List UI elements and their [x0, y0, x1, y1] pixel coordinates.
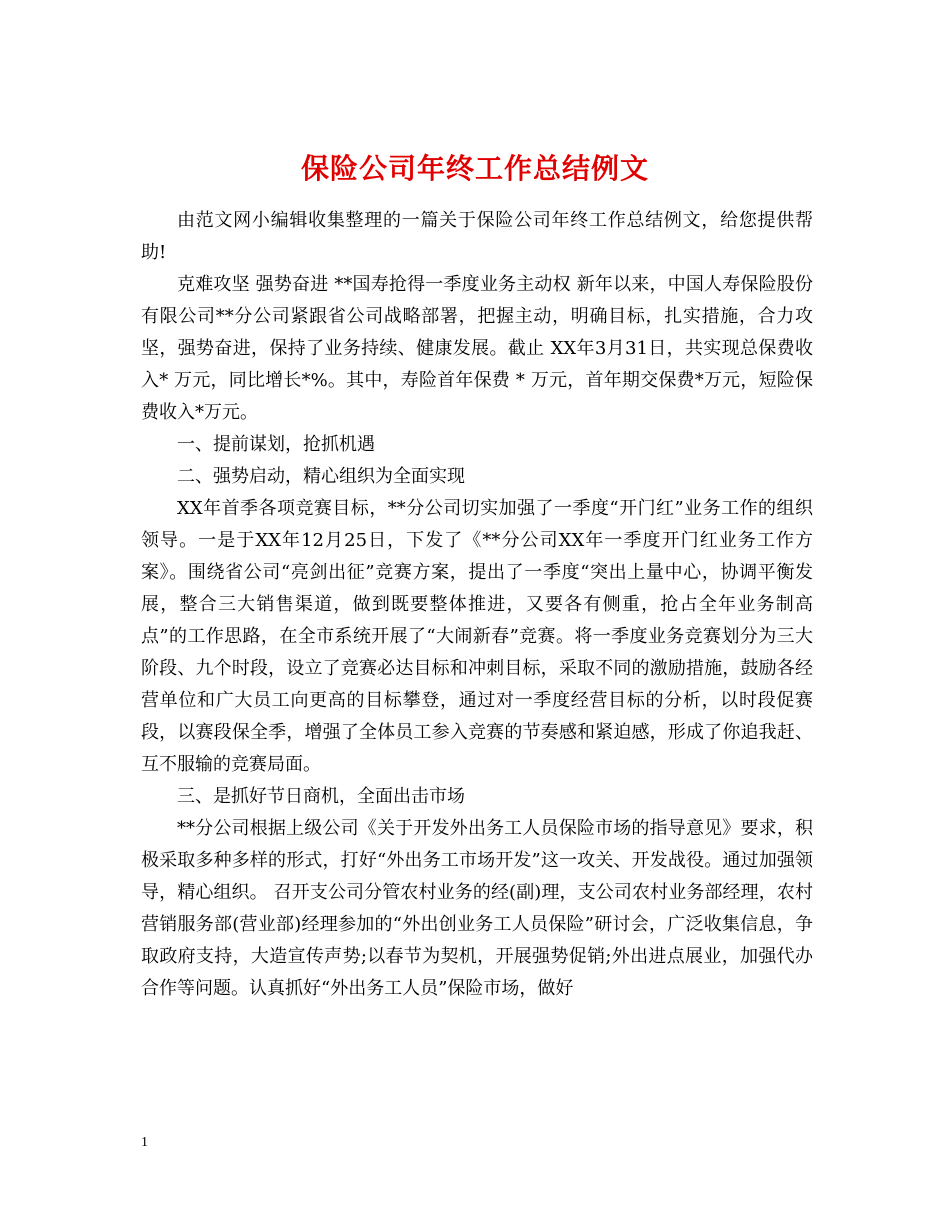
- paragraph-intro: 由范文网小编辑收集整理的一篇关于保险公司年终工作总结例文，给您提供帮助!: [141, 210, 813, 263]
- page-number: 1: [141, 1135, 148, 1150]
- paragraph-competition: XX年首季各项竞赛目标，**分公司切实加强了一季度“开门红”业务工作的组织领导。一是于XX年12月25日，下发了《**分公司XX年一季度开门红业务工作方案》。围绕省公司“亮剑出征”竞赛方案，提出了一季度“突出上量中心，协调平衡发展，整合三大销售渠道，做到既要整体推进，又要各有侧重，抢占全年业务制高点”的工作思路，在全市系统开展了“大闹新春”竞赛。将一季度业务竞赛划分为三大阶段、九个时段，设立了竞赛必达目标和冲刺目标，采取不同的激励措施，鼓励各经营单位和广大员工向更高的目标攀登，通过对一季度经营目标的分析，以时段促赛段，以赛段保全季，增强了全体员工参入竞赛的节奏感和紧迫感，形成了你追我赶、互不服输的竞赛局面。: [141, 498, 813, 775]
- document-body: [141, 205, 813, 1005]
- paragraph-market: **分公司根据上级公司《关于开发外出务工人员保险市场的指导意见》要求，积极采取多种多样的形式，打好“外出务工市场开发”这一攻关、开发战役。通过加强领导，精心组织。 召开支公司分管农村业务的经(副)理，支公司农村业务部经理，农村营销服务部(营业部)经理参加的“外出创业务工人员保险”研讨会，广泛收集信息，争取政府支持，大造宣传声势;以春节为契机，开展强势促销;外出进点展业，加强代办合作等问题。认真抓好“外出务工人员”保险市场，做好: [141, 818, 813, 999]
- section-heading-3: 三、是抓好节日商机，全面出击市场: [177, 786, 465, 807]
- section-heading-2: 二、强势启动，精心组织为全面实现: [177, 466, 465, 487]
- page-title: 保险公司年终工作总结例文: [300, 151, 649, 185]
- section-heading-1: 一、提前谋划，抢抓机遇: [177, 434, 375, 455]
- paragraph-overview: 克难攻坚 强势奋进 **国寿抢得一季度业务主动权 新年以来，中国人寿保险股份有限公司**分公司紧跟省公司战略部署，把握主动，明确目标，扎实措施，合力攻坚，强势奋进，保持了业务持续、健康发展。截止 XX年3月31日，共实现总保费收入* 万元，同比增长*%。其中，寿险首年保费 * 万元，首年期交保费*万元，短险保费收入*万元。: [141, 274, 813, 423]
